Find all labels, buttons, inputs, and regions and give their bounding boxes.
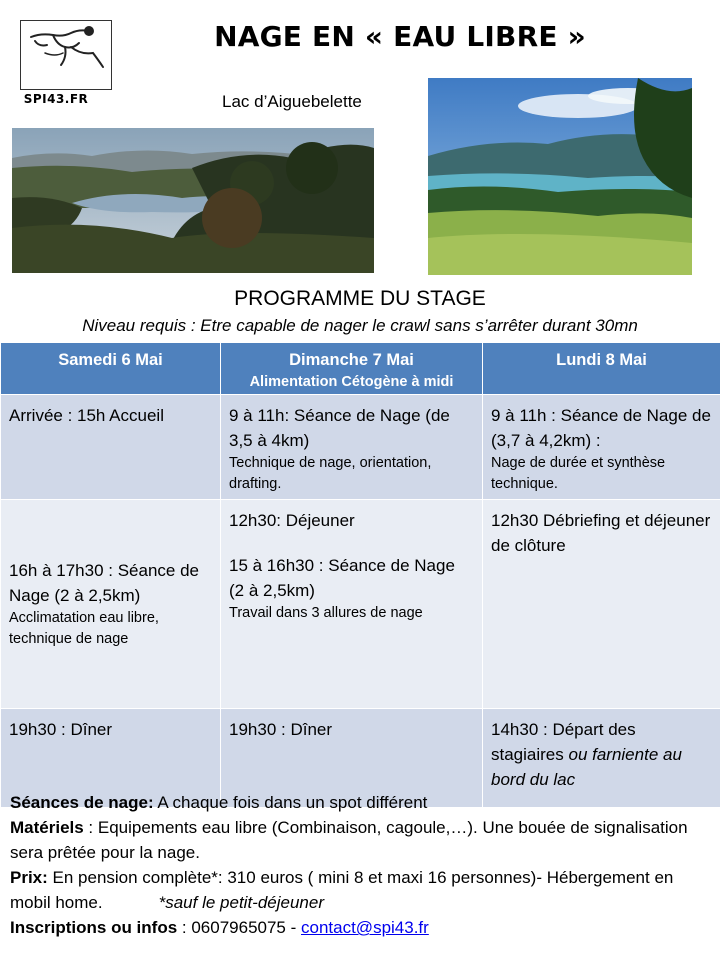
logo-frame xyxy=(20,20,112,90)
header-sunday-note: Alimentation Cétogène à midi xyxy=(249,374,454,390)
page-title: NAGE EN « EAU LIBRE » xyxy=(214,20,586,53)
cell-sun-afternoon: 12h30: Déjeuner 15 à 16h30 : Séance de Nage (2 à 2,5km) Travail dans 3 allures de nage xyxy=(221,500,483,709)
cell-mon-morning: 9 à 11h : Séance de Nage de (3,7 à 4,2km) : Nage de durée et synthèse technique. xyxy=(483,395,720,500)
table-row xyxy=(1,395,720,500)
info-seances: Séances de nage: A chaque fois dans un spot différent xyxy=(10,793,428,812)
info-prix: Prix: En pension complète*: 310 euros ( mini 8 et maxi 16 personnes)- Hébergement en mobil home. *sauf le petit-déjeuner xyxy=(10,868,674,912)
table-row xyxy=(1,500,720,709)
program-subtitle: Niveau requis : Etre capable de nager le crawl sans s’arrêter durant 30mn xyxy=(82,316,638,335)
lake-label: Lac d’Aiguebelette xyxy=(222,92,362,111)
info-block xyxy=(10,790,710,940)
cell-mon-departure: 14h30 : Départ des stagiaires ou farniente au bord du lac xyxy=(483,709,720,808)
cell-sun-morning: 9 à 11h: Séance de Nage (de 3,5 à 4km) Technique de nage, orientation, drafting. xyxy=(221,395,483,500)
info-inscriptions: Inscriptions ou infos : 0607965075 - contact@spi43.fr xyxy=(10,918,429,937)
logo-text: SPI43.FR xyxy=(23,92,89,106)
swimmer-runner-icon xyxy=(27,23,107,73)
lake-photo-meadow xyxy=(428,78,692,275)
schedule-header-row xyxy=(1,343,720,395)
logo xyxy=(10,10,102,110)
cell-sun-dinner: 19h30 : Dîner xyxy=(221,709,483,808)
header-saturday: Samedi 6 Mai xyxy=(1,343,221,395)
info-materiels: Matériels : Equipements eau libre (Combinaison, cagoule,…). Une bouée de signalisation sera prêtée pour la nage. xyxy=(10,818,688,862)
cell-sat-dinner: 19h30 : Dîner xyxy=(1,709,221,808)
cell-sat-afternoon: 16h à 17h30 : Séance de Nage (2 à 2,5km) Acclimatation eau libre, technique de nage xyxy=(1,500,221,709)
cell-sat-arrival: Arrivée : 15h Accueil xyxy=(1,395,221,500)
lake-photo-panorama xyxy=(12,128,374,273)
program-title: PROGRAMME DU STAGE xyxy=(234,287,486,310)
header-sunday: Dimanche 7 Mai Alimentation Cétogène à midi xyxy=(221,343,483,395)
schedule-table xyxy=(0,342,720,808)
cell-mon-debrief: 12h30 Débriefing et déjeuner de clôture xyxy=(483,500,720,709)
header-monday: Lundi 8 Mai xyxy=(483,343,720,395)
email-link[interactable]: contact@spi43.fr xyxy=(301,918,429,937)
